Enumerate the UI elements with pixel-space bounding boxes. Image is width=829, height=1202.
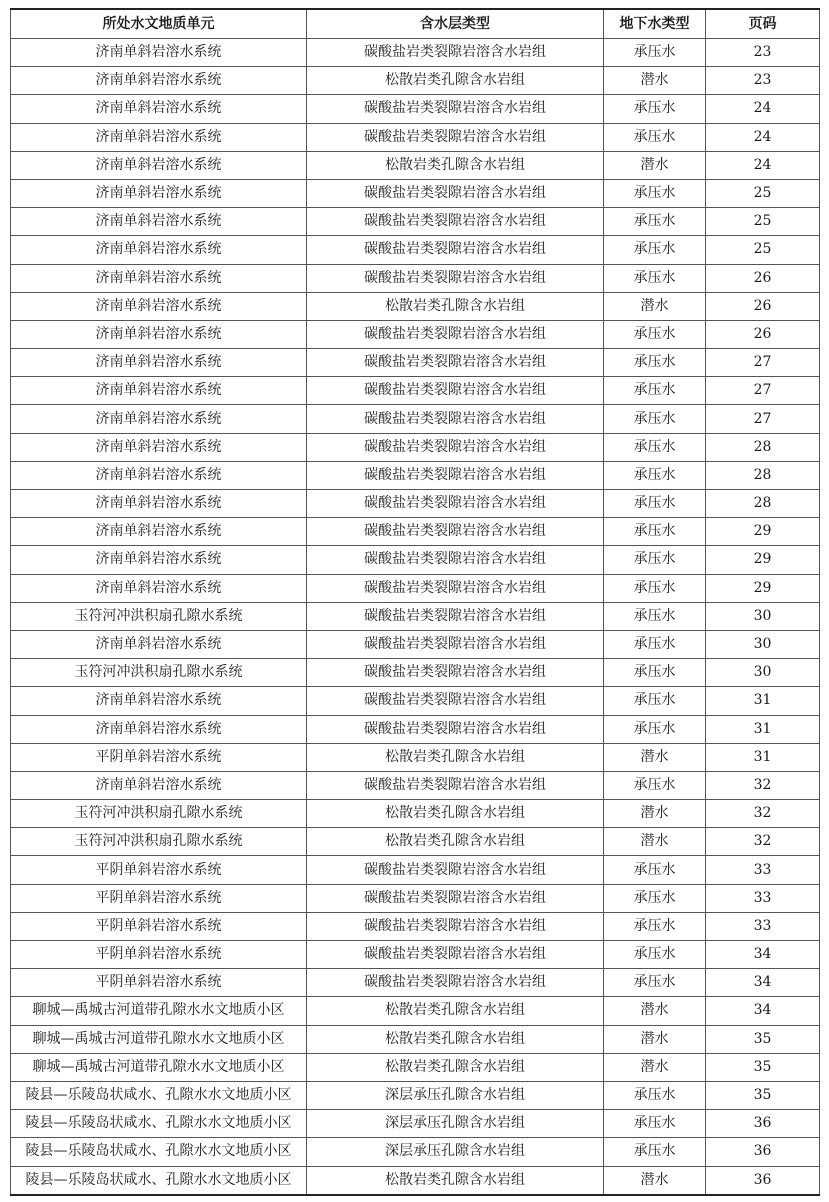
cell-groundwater-type: 承压水 <box>604 602 706 630</box>
cell-page: 26 <box>706 292 820 320</box>
cell-unit: 济南单斜岩溶水系统 <box>11 490 307 518</box>
cell-unit: 玉符河冲洪积扇孔隙水系统 <box>11 828 307 856</box>
cell-unit: 玉符河冲洪积扇孔隙水系统 <box>11 602 307 630</box>
cell-groundwater-type: 潜水 <box>604 67 706 95</box>
cell-groundwater-type: 潜水 <box>604 743 706 771</box>
header-aquifer-type: 含水层类型 <box>307 9 604 39</box>
cell-aquifer-type: 深层承压孔隙含水岩组 <box>307 1081 604 1109</box>
cell-aquifer-type: 松散岩类孔隙含水岩组 <box>307 828 604 856</box>
table-row <box>11 123 820 151</box>
cell-unit: 平阴单斜岩溶水系统 <box>11 969 307 997</box>
table-row <box>11 461 820 489</box>
cell-groundwater-type: 承压水 <box>604 264 706 292</box>
cell-groundwater-type: 承压水 <box>604 941 706 969</box>
cell-page: 27 <box>706 349 820 377</box>
cell-unit: 济南单斜岩溶水系统 <box>11 518 307 546</box>
table-row <box>11 1138 820 1166</box>
cell-unit: 平阴单斜岩溶水系统 <box>11 884 307 912</box>
cell-groundwater-type: 承压水 <box>604 349 706 377</box>
cell-aquifer-type: 碳酸盐岩类裂隙岩溶含水岩组 <box>307 546 604 574</box>
cell-aquifer-type: 碳酸盐岩类裂隙岩溶含水岩组 <box>307 602 604 630</box>
cell-groundwater-type: 承压水 <box>604 1138 706 1166</box>
table-row <box>11 743 820 771</box>
table-row <box>11 405 820 433</box>
cell-groundwater-type: 承压水 <box>604 95 706 123</box>
cell-unit: 济南单斜岩溶水系统 <box>11 377 307 405</box>
cell-unit: 济南单斜岩溶水系统 <box>11 264 307 292</box>
table-row <box>11 941 820 969</box>
cell-unit: 济南单斜岩溶水系统 <box>11 151 307 179</box>
header-unit: 所处水文地质单元 <box>11 9 307 39</box>
cell-aquifer-type: 松散岩类孔隙含水岩组 <box>307 292 604 320</box>
cell-groundwater-type: 承压水 <box>604 659 706 687</box>
cell-unit: 聊城—禹城古河道带孔隙水水文地质小区 <box>11 1053 307 1081</box>
cell-aquifer-type: 碳酸盐岩类裂隙岩溶含水岩组 <box>307 179 604 207</box>
table-row <box>11 518 820 546</box>
cell-aquifer-type: 碳酸盐岩类裂隙岩溶含水岩组 <box>307 433 604 461</box>
cell-groundwater-type: 承压水 <box>604 179 706 207</box>
cell-unit: 济南单斜岩溶水系统 <box>11 574 307 602</box>
cell-page: 28 <box>706 490 820 518</box>
cell-groundwater-type: 承压水 <box>604 969 706 997</box>
cell-unit: 聊城—禹城古河道带孔隙水水文地质小区 <box>11 997 307 1025</box>
cell-aquifer-type: 碳酸盐岩类裂隙岩溶含水岩组 <box>307 264 604 292</box>
cell-page: 29 <box>706 546 820 574</box>
cell-unit: 陵县—乐陵岛状咸水、孔隙水水文地质小区 <box>11 1138 307 1166</box>
table-row <box>11 884 820 912</box>
table-row <box>11 997 820 1025</box>
cell-page: 27 <box>706 405 820 433</box>
cell-page: 26 <box>706 264 820 292</box>
cell-aquifer-type: 松散岩类孔隙含水岩组 <box>307 743 604 771</box>
cell-page: 29 <box>706 574 820 602</box>
cell-page: 30 <box>706 659 820 687</box>
cell-page: 26 <box>706 320 820 348</box>
cell-groundwater-type: 承压水 <box>604 123 706 151</box>
cell-groundwater-type: 潜水 <box>604 828 706 856</box>
cell-unit: 陵县—乐陵岛状咸水、孔隙水水文地质小区 <box>11 1081 307 1109</box>
cell-aquifer-type: 松散岩类孔隙含水岩组 <box>307 1025 604 1053</box>
cell-groundwater-type: 承压水 <box>604 546 706 574</box>
cell-aquifer-type: 碳酸盐岩类裂隙岩溶含水岩组 <box>307 687 604 715</box>
cell-aquifer-type: 碳酸盐岩类裂隙岩溶含水岩组 <box>307 715 604 743</box>
cell-groundwater-type: 承压水 <box>604 687 706 715</box>
table-row <box>11 433 820 461</box>
table-row <box>11 67 820 95</box>
table-row <box>11 1081 820 1109</box>
cell-aquifer-type: 碳酸盐岩类裂隙岩溶含水岩组 <box>307 461 604 489</box>
cell-aquifer-type: 碳酸盐岩类裂隙岩溶含水岩组 <box>307 941 604 969</box>
table-row <box>11 715 820 743</box>
cell-groundwater-type: 承压水 <box>604 236 706 264</box>
table-row <box>11 320 820 348</box>
table-row <box>11 236 820 264</box>
cell-groundwater-type: 承压水 <box>604 912 706 940</box>
cell-page: 33 <box>706 884 820 912</box>
table-row <box>11 800 820 828</box>
cell-aquifer-type: 碳酸盐岩类裂隙岩溶含水岩组 <box>307 518 604 546</box>
cell-page: 32 <box>706 828 820 856</box>
cell-aquifer-type: 松散岩类孔隙含水岩组 <box>307 1053 604 1081</box>
cell-aquifer-type: 碳酸盐岩类裂隙岩溶含水岩组 <box>307 405 604 433</box>
table-row <box>11 546 820 574</box>
cell-page: 35 <box>706 1053 820 1081</box>
cell-unit: 济南单斜岩溶水系统 <box>11 630 307 658</box>
cell-aquifer-type: 碳酸盐岩类裂隙岩溶含水岩组 <box>307 320 604 348</box>
cell-aquifer-type: 深层承压孔隙含水岩组 <box>307 1110 604 1138</box>
cell-page: 31 <box>706 715 820 743</box>
cell-aquifer-type: 碳酸盐岩类裂隙岩溶含水岩组 <box>307 95 604 123</box>
table-row <box>11 151 820 179</box>
cell-groundwater-type: 潜水 <box>604 1025 706 1053</box>
cell-unit: 济南单斜岩溶水系统 <box>11 39 307 67</box>
cell-unit: 济南单斜岩溶水系统 <box>11 715 307 743</box>
cell-page: 36 <box>706 1166 820 1195</box>
cell-page: 30 <box>706 602 820 630</box>
cell-page: 33 <box>706 912 820 940</box>
table-row <box>11 574 820 602</box>
table-row <box>11 39 820 67</box>
table-row <box>11 828 820 856</box>
cell-unit: 玉符河冲洪积扇孔隙水系统 <box>11 659 307 687</box>
cell-groundwater-type: 承压水 <box>604 715 706 743</box>
cell-aquifer-type: 松散岩类孔隙含水岩组 <box>307 997 604 1025</box>
cell-aquifer-type: 碳酸盐岩类裂隙岩溶含水岩组 <box>307 630 604 658</box>
cell-page: 24 <box>706 151 820 179</box>
header-page: 页码 <box>706 9 820 39</box>
cell-aquifer-type: 松散岩类孔隙含水岩组 <box>307 1166 604 1195</box>
cell-aquifer-type: 碳酸盐岩类裂隙岩溶含水岩组 <box>307 912 604 940</box>
cell-unit: 济南单斜岩溶水系统 <box>11 771 307 799</box>
cell-page: 24 <box>706 123 820 151</box>
cell-page: 36 <box>706 1138 820 1166</box>
table-row <box>11 771 820 799</box>
cell-unit: 平阴单斜岩溶水系统 <box>11 912 307 940</box>
cell-aquifer-type: 碳酸盐岩类裂隙岩溶含水岩组 <box>307 39 604 67</box>
table-row <box>11 912 820 940</box>
cell-unit: 平阴单斜岩溶水系统 <box>11 941 307 969</box>
table-row <box>11 208 820 236</box>
cell-groundwater-type: 潜水 <box>604 1053 706 1081</box>
cell-page: 28 <box>706 433 820 461</box>
cell-page: 24 <box>706 95 820 123</box>
cell-page: 23 <box>706 39 820 67</box>
table-row <box>11 264 820 292</box>
cell-page: 35 <box>706 1081 820 1109</box>
cell-page: 31 <box>706 743 820 771</box>
cell-groundwater-type: 承压水 <box>604 461 706 489</box>
cell-aquifer-type: 碳酸盐岩类裂隙岩溶含水岩组 <box>307 856 604 884</box>
cell-unit: 济南单斜岩溶水系统 <box>11 208 307 236</box>
cell-groundwater-type: 承压水 <box>604 320 706 348</box>
cell-page: 34 <box>706 969 820 997</box>
table-row <box>11 95 820 123</box>
table-row <box>11 1110 820 1138</box>
table-row <box>11 630 820 658</box>
cell-aquifer-type: 碳酸盐岩类裂隙岩溶含水岩组 <box>307 490 604 518</box>
table-body <box>11 39 820 1195</box>
cell-aquifer-type: 碳酸盐岩类裂隙岩溶含水岩组 <box>307 659 604 687</box>
cell-unit: 济南单斜岩溶水系统 <box>11 123 307 151</box>
cell-groundwater-type: 承压水 <box>604 377 706 405</box>
table-row <box>11 292 820 320</box>
cell-page: 29 <box>706 518 820 546</box>
cell-page: 35 <box>706 1025 820 1053</box>
cell-groundwater-type: 承压水 <box>604 856 706 884</box>
cell-unit: 聊城—禹城古河道带孔隙水水文地质小区 <box>11 1025 307 1053</box>
cell-page: 25 <box>706 208 820 236</box>
cell-groundwater-type: 潜水 <box>604 292 706 320</box>
cell-page: 25 <box>706 179 820 207</box>
cell-aquifer-type: 碳酸盐岩类裂隙岩溶含水岩组 <box>307 208 604 236</box>
cell-unit: 济南单斜岩溶水系统 <box>11 461 307 489</box>
header-row <box>11 9 820 39</box>
cell-page: 34 <box>706 997 820 1025</box>
table-row <box>11 969 820 997</box>
cell-aquifer-type: 碳酸盐岩类裂隙岩溶含水岩组 <box>307 123 604 151</box>
cell-aquifer-type: 碳酸盐岩类裂隙岩溶含水岩组 <box>307 236 604 264</box>
cell-page: 36 <box>706 1110 820 1138</box>
cell-unit: 陵县—乐陵岛状咸水、孔隙水水文地质小区 <box>11 1110 307 1138</box>
table-row <box>11 349 820 377</box>
cell-aquifer-type: 松散岩类孔隙含水岩组 <box>307 800 604 828</box>
cell-unit: 济南单斜岩溶水系统 <box>11 433 307 461</box>
cell-page: 23 <box>706 67 820 95</box>
cell-page: 27 <box>706 377 820 405</box>
cell-aquifer-type: 松散岩类孔隙含水岩组 <box>307 67 604 95</box>
cell-unit: 济南单斜岩溶水系统 <box>11 236 307 264</box>
cell-groundwater-type: 承压水 <box>604 574 706 602</box>
cell-aquifer-type: 松散岩类孔隙含水岩组 <box>307 151 604 179</box>
cell-unit: 济南单斜岩溶水系统 <box>11 405 307 433</box>
cell-unit: 济南单斜岩溶水系统 <box>11 179 307 207</box>
cell-unit: 济南单斜岩溶水系统 <box>11 320 307 348</box>
cell-groundwater-type: 承压水 <box>604 1081 706 1109</box>
cell-unit: 济南单斜岩溶水系统 <box>11 292 307 320</box>
cell-unit: 济南单斜岩溶水系统 <box>11 67 307 95</box>
hydrogeology-table <box>10 8 820 1196</box>
cell-groundwater-type: 承压水 <box>604 1110 706 1138</box>
cell-page: 31 <box>706 687 820 715</box>
cell-groundwater-type: 承压水 <box>604 490 706 518</box>
table-row <box>11 1053 820 1081</box>
cell-groundwater-type: 潜水 <box>604 997 706 1025</box>
cell-groundwater-type: 承压水 <box>604 39 706 67</box>
cell-unit: 玉符河冲洪积扇孔隙水系统 <box>11 800 307 828</box>
cell-aquifer-type: 碳酸盐岩类裂隙岩溶含水岩组 <box>307 377 604 405</box>
cell-groundwater-type: 承压水 <box>604 630 706 658</box>
cell-page: 32 <box>706 771 820 799</box>
cell-page: 30 <box>706 630 820 658</box>
cell-unit: 平阴单斜岩溶水系统 <box>11 856 307 884</box>
table-row <box>11 490 820 518</box>
cell-page: 28 <box>706 461 820 489</box>
table-row <box>11 179 820 207</box>
cell-unit: 陵县—乐陵岛状咸水、孔隙水水文地质小区 <box>11 1166 307 1195</box>
table-row <box>11 659 820 687</box>
cell-aquifer-type: 碳酸盐岩类裂隙岩溶含水岩组 <box>307 771 604 799</box>
cell-page: 34 <box>706 941 820 969</box>
cell-groundwater-type: 承压水 <box>604 208 706 236</box>
cell-unit: 平阴单斜岩溶水系统 <box>11 743 307 771</box>
cell-aquifer-type: 碳酸盐岩类裂隙岩溶含水岩组 <box>307 349 604 377</box>
cell-aquifer-type: 碳酸盐岩类裂隙岩溶含水岩组 <box>307 574 604 602</box>
cell-unit: 济南单斜岩溶水系统 <box>11 687 307 715</box>
cell-aquifer-type: 深层承压孔隙含水岩组 <box>307 1138 604 1166</box>
cell-groundwater-type: 承压水 <box>604 433 706 461</box>
table-row <box>11 602 820 630</box>
data-table-container <box>10 8 819 1196</box>
cell-groundwater-type: 潜水 <box>604 1166 706 1195</box>
cell-groundwater-type: 承压水 <box>604 771 706 799</box>
cell-groundwater-type: 承压水 <box>604 405 706 433</box>
cell-unit: 济南单斜岩溶水系统 <box>11 349 307 377</box>
table-row <box>11 377 820 405</box>
cell-groundwater-type: 承压水 <box>604 518 706 546</box>
cell-groundwater-type: 承压水 <box>604 884 706 912</box>
table-row <box>11 856 820 884</box>
cell-groundwater-type: 潜水 <box>604 800 706 828</box>
cell-aquifer-type: 碳酸盐岩类裂隙岩溶含水岩组 <box>307 884 604 912</box>
cell-page: 32 <box>706 800 820 828</box>
cell-unit: 济南单斜岩溶水系统 <box>11 546 307 574</box>
table-row <box>11 687 820 715</box>
header-groundwater-type: 地下水类型 <box>604 9 706 39</box>
cell-page: 33 <box>706 856 820 884</box>
cell-groundwater-type: 潜水 <box>604 151 706 179</box>
table-row <box>11 1025 820 1053</box>
cell-page: 25 <box>706 236 820 264</box>
table-row <box>11 1166 820 1195</box>
cell-aquifer-type: 碳酸盐岩类裂隙岩溶含水岩组 <box>307 969 604 997</box>
cell-unit: 济南单斜岩溶水系统 <box>11 95 307 123</box>
